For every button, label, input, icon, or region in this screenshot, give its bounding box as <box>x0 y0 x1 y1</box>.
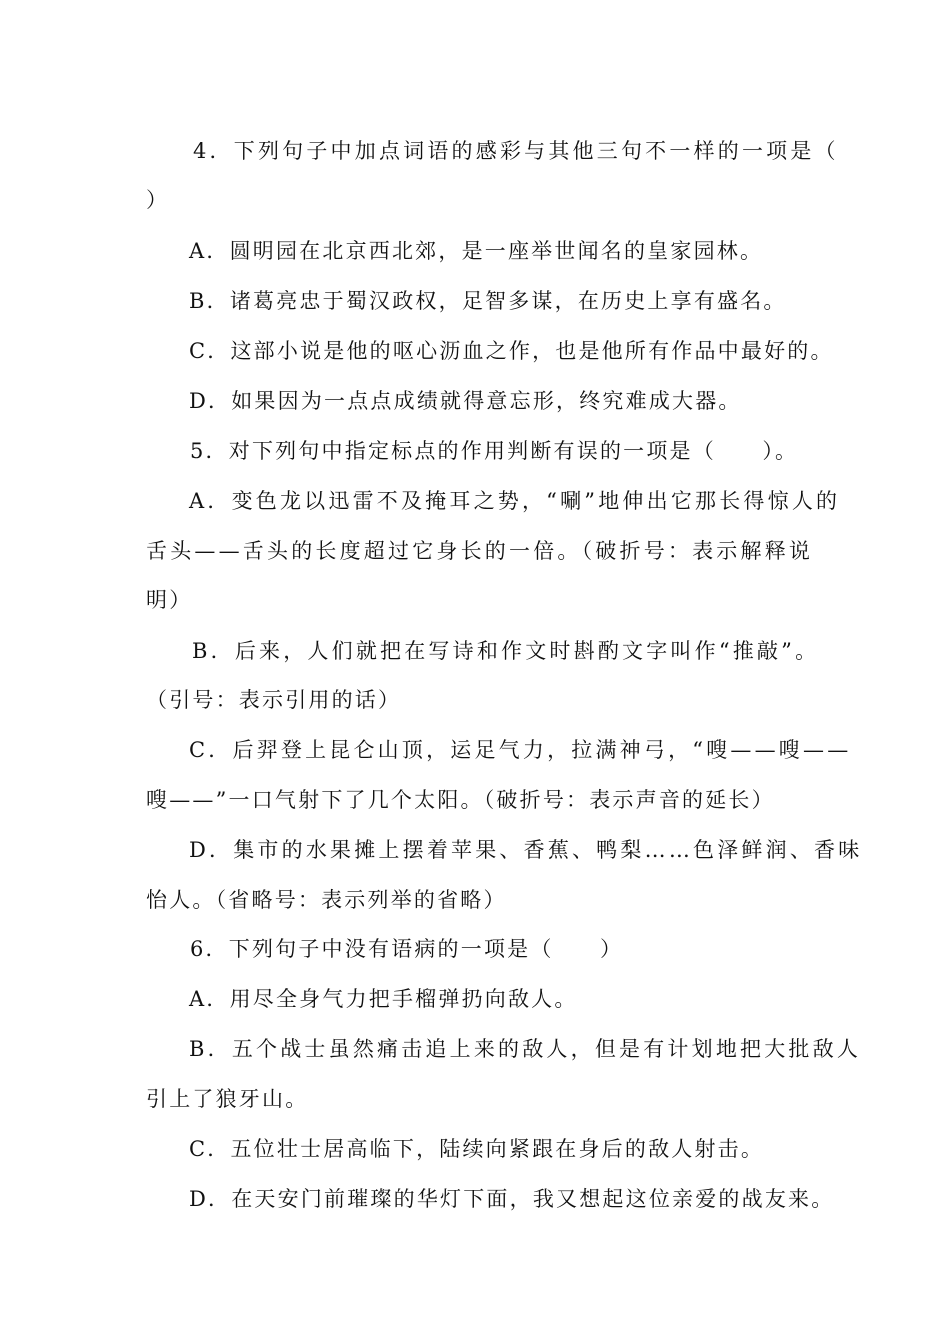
question-6-option-c: C．五位壮士居高临下，陆续向紧跟在身后的敌人射击。 <box>189 1137 765 1161</box>
question-6-option-b-line-1: B．五个战士虽然痛击追上来的敌人，但是有计划地把大批敌人 <box>189 1037 862 1061</box>
question-4-stem-line-1: 4．下列句子中加点词语的感彩与其他三句不一样的一项是（ <box>193 139 839 163</box>
question-5-option-a-line-2: 舌头——舌头的长度超过它身长的一倍。（破折号：表示解释说 <box>146 539 814 563</box>
question-4-option-d: D．如果因为一点点成绩就得意忘形，终究难成大器。 <box>189 389 742 413</box>
question-5-option-b-line-2: （引号：表示引用的话） <box>146 688 402 712</box>
question-5-option-a-line-1: A．变色龙以迅雷不及掩耳之势，“唰”地伸出它那长得惊人的 <box>189 489 841 513</box>
question-5-stem: 5．对下列句中指定标点的作用判断有误的一项是（ ）。 <box>190 439 799 463</box>
question-5-option-d-line-1: D．集市的水果摊上摆着苹果、香蕉、鸭梨……色泽鲜润、香味 <box>189 838 863 862</box>
question-4-option-c: C．这部小说是他的呕心沥血之作，也是他所有作品中最好的。 <box>189 339 834 363</box>
question-5-option-d-line-2: 怡人。（省略号：表示列举的省略） <box>146 888 507 912</box>
question-5-option-c-line-1: C．后羿登上昆仑山顶，运足气力，拉满神弓，“嗖——嗖—— <box>189 738 852 762</box>
question-5-option-a-line-3: 明） <box>146 588 193 612</box>
question-4-stem-line-2: ） <box>146 188 170 212</box>
question-6-option-b-line-2: 引上了狼牙山。 <box>146 1087 309 1111</box>
question-4-option-a: A．圆明园在北京西北郊，是一座举世闻名的皇家园林。 <box>189 239 764 263</box>
question-6-option-a: A．用尽全身气力把手榴弹扔向敌人。 <box>189 987 578 1011</box>
question-5-option-c-line-2: 嗖——”一口气射下了几个太阳。（破折号：表示声音的延长） <box>146 788 775 812</box>
question-5-option-b-line-1: B．后来，人们就把在写诗和作文时斟酌文字叫作“推敲”。 <box>192 639 820 663</box>
question-6-stem: 6．下列句子中没有语病的一项是（ ） <box>190 937 624 961</box>
question-6-option-d: D．在天安门前璀璨的华灯下面，我又想起这位亲爱的战友来。 <box>189 1187 835 1211</box>
question-4-option-b: B．诸葛亮忠于蜀汉政权，足智多谋，在历史上享有盛名。 <box>189 289 787 313</box>
